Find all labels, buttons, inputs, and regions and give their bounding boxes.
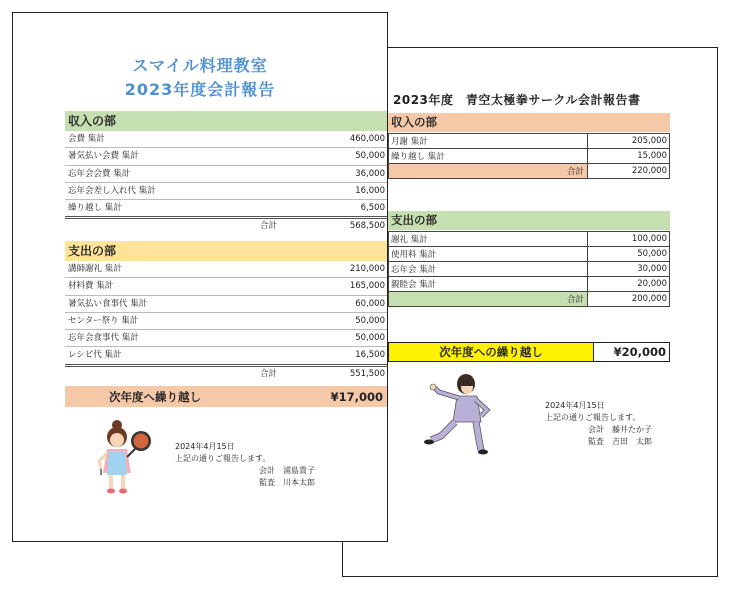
row-label: 親睦会 集計 <box>389 277 588 292</box>
back-expense-table <box>388 231 670 307</box>
table-row <box>65 200 387 216</box>
row-label: 繰り越し 集計 <box>68 203 122 214</box>
front-expense-section <box>65 241 387 382</box>
row-value: 15,000 <box>588 149 670 164</box>
table-row <box>389 247 670 262</box>
row-value: 50,000 <box>588 247 670 262</box>
front-title-report: 2023年度会計報告 <box>124 80 276 99</box>
table-row <box>389 149 670 164</box>
row-label: 繰り越し 集計 <box>389 149 588 164</box>
table-row <box>65 330 387 347</box>
tai-chi-woman-icon <box>421 370 511 460</box>
front-carry-over <box>65 386 387 407</box>
total-label: 合計 <box>259 368 277 379</box>
row-value: 6,500 <box>360 203 385 214</box>
row-value: 460,000 <box>349 134 385 144</box>
back-auditor: 監査 吉田 太郎 <box>588 437 652 446</box>
carry-value: ¥17,000 <box>330 389 383 404</box>
front-treasurer: 会計 浦島貴子 <box>259 466 315 475</box>
table-row <box>65 183 387 200</box>
back-income-table <box>388 133 670 179</box>
back-report-title: 2023年度 青空太極拳サークル会計報告書 <box>393 93 641 107</box>
front-date: 2024年4月15日 <box>175 442 235 451</box>
table-row <box>65 166 387 183</box>
back-income-header: 収入の部 <box>388 113 670 132</box>
total-label: 合計 <box>389 292 588 307</box>
row-label: 暑気払い食事代 集計 <box>68 298 148 309</box>
table-row <box>389 232 670 247</box>
front-report-sheet <box>12 12 388 542</box>
row-label: センター祭り 集計 <box>68 315 139 326</box>
table-row <box>65 347 387 363</box>
total-row <box>389 292 670 307</box>
front-income-header: 収入の部 <box>65 111 387 131</box>
row-label: 忘年会食事代 集計 <box>68 333 139 344</box>
table-row <box>65 131 387 148</box>
row-value: 60,000 <box>355 298 385 309</box>
table-row <box>389 262 670 277</box>
table-row <box>65 296 387 313</box>
total-label: 合計 <box>259 221 277 232</box>
row-value: 100,000 <box>588 232 670 247</box>
total-value: 568,500 <box>349 221 385 232</box>
front-title-school: スマイル料理教室 <box>132 56 268 75</box>
front-expense-header: 支出の部 <box>65 241 387 261</box>
row-value: 50,000 <box>355 333 385 344</box>
row-value: 205,000 <box>588 134 670 149</box>
row-label: 暑気払い会費 集計 <box>68 151 139 162</box>
back-report-sheet <box>342 47 718 577</box>
table-row <box>65 278 387 295</box>
carry-value: ¥20,000 <box>613 345 666 359</box>
row-value: 165,000 <box>349 281 385 292</box>
table-row <box>65 261 387 278</box>
back-treasurer: 会計 藤井たか子 <box>588 425 652 434</box>
row-label: 材料費 集計 <box>68 281 114 292</box>
total-value: 220,000 <box>588 164 670 179</box>
total-row <box>389 164 670 179</box>
table-row <box>65 313 387 330</box>
total-label: 合計 <box>389 164 588 179</box>
total-value: 200,000 <box>588 292 670 307</box>
back-report-line: 上記の通りご報告します。 <box>545 413 641 422</box>
row-label: 忘年会会費 集計 <box>68 168 131 179</box>
row-label: 謝礼 集計 <box>389 232 588 247</box>
row-value: 210,000 <box>349 264 385 274</box>
carry-label: 次年度への繰り越し <box>389 343 594 361</box>
cooking-girl-icon <box>83 419 163 497</box>
row-value: 50,000 <box>355 151 385 162</box>
row-value: 36,000 <box>355 168 385 179</box>
table-row <box>389 134 670 149</box>
row-label: 使用料 集計 <box>389 247 588 262</box>
back-date: 2024年4月15日 <box>545 401 605 410</box>
front-report-line: 上記の通りご報告します。 <box>175 454 271 463</box>
back-carry-over <box>388 342 670 362</box>
row-value: 20,000 <box>588 277 670 292</box>
row-value: 16,000 <box>355 185 385 196</box>
row-value: 30,000 <box>588 262 670 277</box>
total-row <box>65 364 387 382</box>
front-auditor: 監査 川本太郎 <box>259 478 315 487</box>
row-value: 50,000 <box>355 315 385 326</box>
total-value: 551,500 <box>349 368 385 379</box>
back-expense-header: 支出の部 <box>388 211 670 230</box>
total-row <box>65 216 387 234</box>
row-label: 講師謝礼 集計 <box>68 264 122 274</box>
carry-label: 次年度へ繰り越し <box>109 389 201 404</box>
row-label: 忘年会 集計 <box>389 262 588 277</box>
row-label: 月謝 集計 <box>389 134 588 149</box>
row-label: 会費 集計 <box>68 134 105 144</box>
table-row <box>389 277 670 292</box>
row-label: レシピ代 集計 <box>68 350 122 361</box>
table-row <box>65 148 387 165</box>
front-income-section <box>65 111 387 234</box>
row-value: 16,500 <box>355 350 385 361</box>
row-label: 忘年会差し入れ代 集計 <box>68 185 156 196</box>
